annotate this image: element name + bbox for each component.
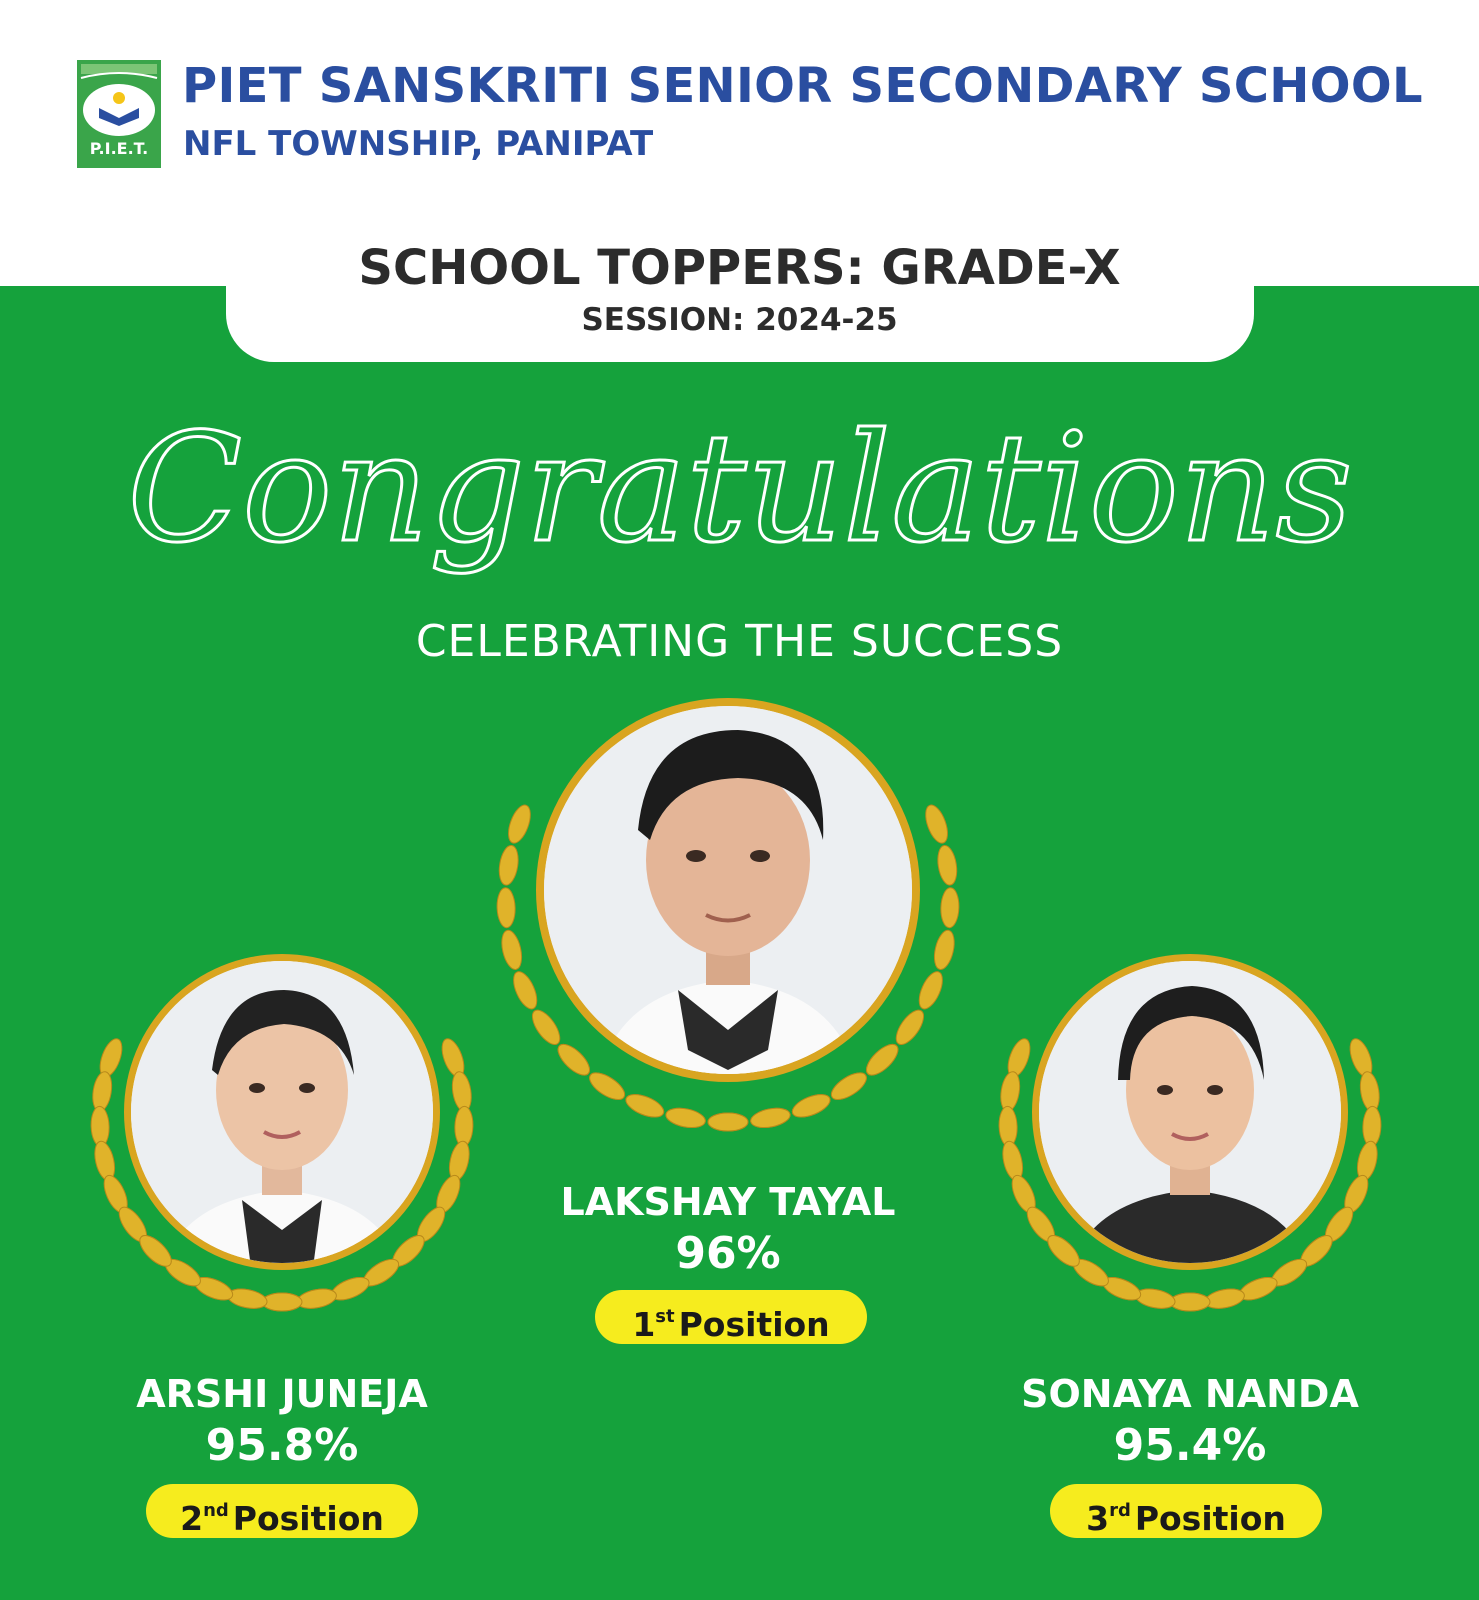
laurel-leaf — [585, 1068, 628, 1105]
laurel-wreath-left — [72, 950, 492, 1320]
laurel-leaf — [623, 1090, 667, 1122]
logo-text: P.I.E.T. — [89, 139, 149, 158]
laurel-leaf — [749, 1105, 792, 1130]
laurel-leaf — [1043, 1231, 1084, 1272]
celebrate-subtitle: CELEBRATING THE SUCCESS — [415, 616, 1064, 667]
laurel-leaf — [921, 802, 952, 846]
laurel-leaf — [438, 1036, 469, 1080]
laurel-leaf — [496, 887, 515, 928]
laurel-leaf — [504, 802, 535, 846]
position-label-3: Position — [1134, 1499, 1286, 1538]
portrait-arshi — [122, 950, 442, 1280]
topper-name-3: SONAYA NANDA — [1021, 1372, 1359, 1416]
laurel-leaf — [998, 1106, 1017, 1147]
laurel-leaf — [262, 1293, 302, 1311]
laurel-leaf — [1346, 1036, 1377, 1080]
topper-score-2: 95.8% — [205, 1420, 359, 1471]
laurel-leaf — [90, 1070, 114, 1112]
laurel-leaf — [891, 1006, 929, 1049]
laurel-leaf — [96, 1036, 127, 1080]
laurel-leaf — [935, 844, 959, 886]
rank-number-3: 3 — [1086, 1499, 1110, 1538]
position-label-1: Position — [678, 1305, 830, 1344]
rank-number-1: 1 — [632, 1305, 656, 1344]
laurel-leaf — [862, 1039, 903, 1080]
laurel-leaf — [135, 1231, 176, 1272]
school-name: PIET SANSKRITI SENIOR SECONDARY SCHOOL — [182, 58, 1423, 114]
position-badge-2 — [146, 1484, 418, 1538]
laurel-leaf — [789, 1090, 833, 1122]
laurel-leaf — [295, 1286, 338, 1311]
laurel-leaf — [497, 844, 521, 886]
position-badge-3 — [1050, 1484, 1322, 1538]
laurel-leaf — [498, 928, 525, 971]
laurel-leaf — [999, 1139, 1026, 1182]
laurel-leaf — [914, 968, 947, 1012]
portrait-sonaya — [1030, 950, 1350, 1280]
laurel-leaf — [1354, 1139, 1381, 1182]
laurel-leaf — [454, 1106, 473, 1147]
laurel-leaf — [1362, 1106, 1381, 1147]
laurel-leaf — [664, 1105, 707, 1130]
laurel-leaf — [1134, 1286, 1177, 1311]
congratulations-text: Congratulations — [127, 402, 1353, 576]
laurel-leaf — [450, 1070, 474, 1112]
banner-title: SCHOOL TOPPERS: GRADE-X — [358, 240, 1121, 296]
position-badge-1 — [595, 1290, 867, 1344]
laurel-leaf — [998, 1070, 1022, 1112]
laurel-leaf — [931, 928, 958, 971]
laurel-leaf — [1203, 1286, 1246, 1311]
laurel-wreath-right — [980, 950, 1400, 1320]
laurel-leaf — [940, 887, 959, 928]
position-label-2: Position — [232, 1499, 384, 1538]
laurel-leaf — [90, 1106, 109, 1147]
rank-suffix-3: rd — [1109, 1500, 1131, 1521]
laurel-leaf — [827, 1068, 870, 1105]
laurel-leaf — [553, 1039, 594, 1080]
laurel-wreath-center — [478, 690, 978, 1130]
rank-suffix-1: st — [655, 1306, 675, 1327]
session-label: SESSION: 2024-25 — [581, 302, 898, 338]
rank-suffix-2: nd — [203, 1500, 229, 1521]
laurel-leaf — [1170, 1293, 1210, 1311]
laurel-leaf — [226, 1286, 269, 1311]
rank-number-2: 2 — [180, 1499, 204, 1538]
laurel-leaf — [91, 1139, 118, 1182]
laurel-leaf — [708, 1113, 748, 1131]
laurel-leaf — [446, 1139, 473, 1182]
laurel-leaf — [1358, 1070, 1382, 1112]
school-logo — [77, 60, 161, 168]
laurel-leaf — [1004, 1036, 1035, 1080]
topper-score-1: 96% — [675, 1228, 781, 1279]
laurel-leaf — [509, 968, 542, 1012]
topper-score-3: 95.4% — [1113, 1420, 1267, 1471]
congratulations-script — [127, 380, 1353, 610]
laurel-leaf — [527, 1006, 565, 1049]
topper-name-1: LAKSHAY TAYAL — [560, 1180, 896, 1224]
topper-name-2: ARSHI JUNEJA — [136, 1372, 428, 1416]
school-location: NFL TOWNSHIP, PANIPAT — [183, 124, 654, 164]
